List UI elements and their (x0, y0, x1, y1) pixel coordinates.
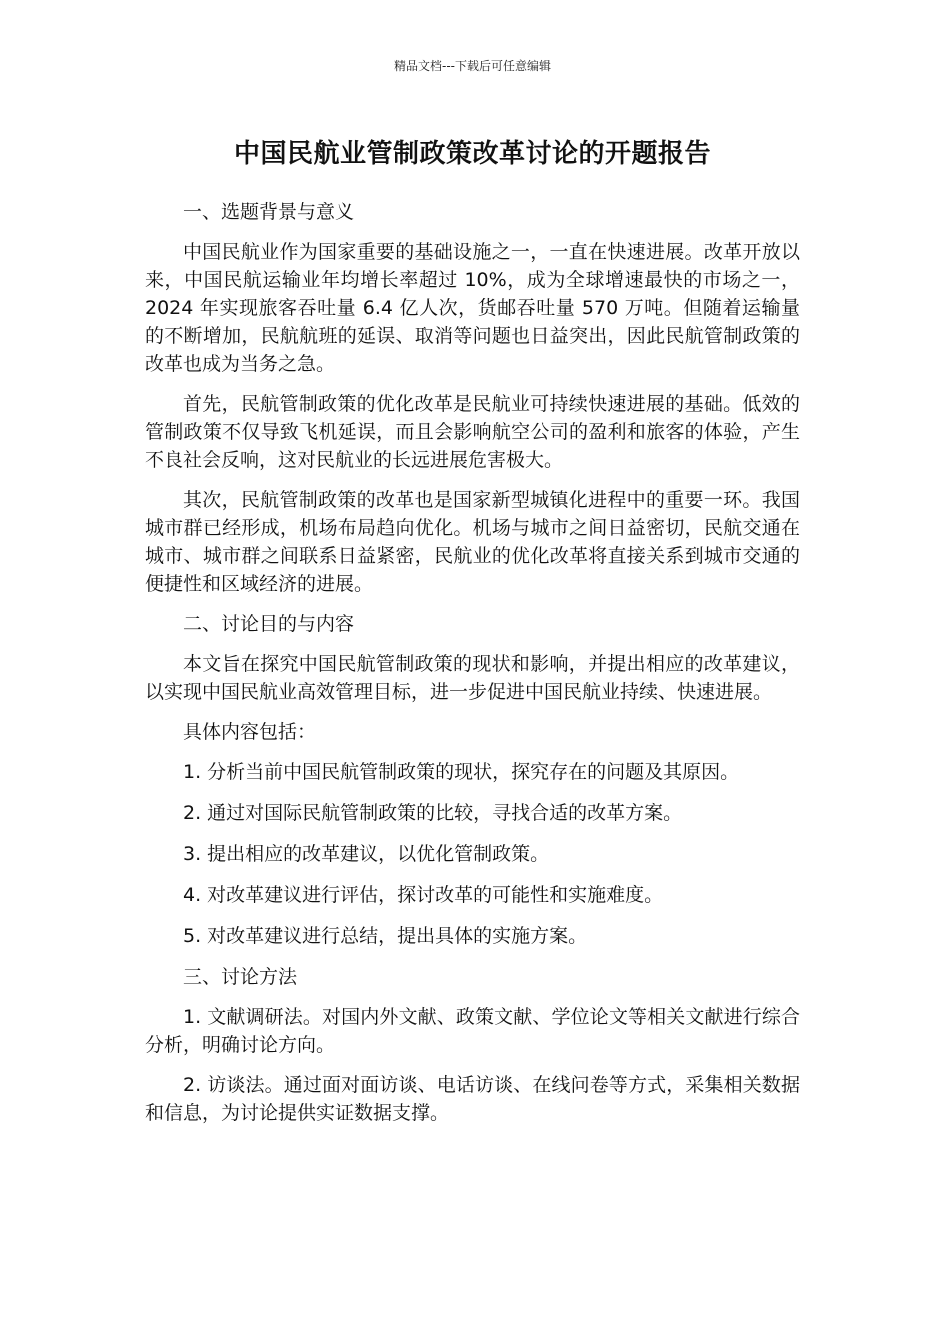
paragraph-method-2: 2. 访谈法。通过面对面访谈、电话访谈、在线问卷等方式，采集相关数据和信息，为讨论提供实证数据支撑。 (145, 1074, 800, 1124)
content-intro: 具体内容包括： (183, 721, 317, 743)
section-heading-method: 三、讨论方法 (183, 966, 298, 988)
section-heading-purpose: 二、讨论目的与内容 (183, 613, 355, 635)
header-note: 精品文档---下载后可任意编辑 (394, 59, 551, 73)
paragraph-background-3: 其次，民航管制政策的改革也是国家新型城镇化进程中的重要一环。我国城市群已经形成，机场布局趋向优化。机场与城市之间日益密切，民航交通在城市、城市群之间联系日益紧密，民航业的优化改革将直接关系到城市交通的便捷性和区域经济的进展。 (145, 489, 800, 595)
list-item: 5. 对改革建议进行总结，提出具体的实施方案。 (183, 925, 588, 947)
paragraph-background-1: 中国民航业作为国家重要的基础设施之一，一直在快速进展。改革开放以来，中国民航运输业年均增长率超过 10%，成为全球增速最快的市场之一，2024 年实现旅客吞吐量 6.4 亿人次，货邮吞吐量 570 万吨。但随着运输量的不断增加，民航航班的延误、取消等问题也日益突出，因此民航管制政策的改革也成为当务之急。 (145, 241, 800, 375)
paragraph-purpose: 本文旨在探究中国民航管制政策的现状和影响，并提出相应的改革建议，以实现中国民航业高效管理目标，进一步促进中国民航业持续、快速进展。 (145, 653, 800, 703)
paragraph-background-2: 首先，民航管制政策的优化改革是民航业可持续快速进展的基础。低效的管制政策不仅导致飞机延误，而且会影响航空公司的盈利和旅客的体验，产生不良社会反响，这对民航业的长远进展危害极大。 (145, 393, 800, 471)
list-item: 1. 分析当前中国民航管制政策的现状，探究存在的问题及其原因。 (183, 761, 740, 783)
document-body (145, 198, 800, 1127)
list-item: 4. 对改革建议进行评估，探讨改革的可能性和实施难度。 (183, 884, 664, 906)
section-heading-background: 一、选题背景与意义 (183, 201, 355, 223)
paragraph-method-1: 1. 文献调研法。对国内外文献、政策文献、学位论文等相关文献进行综合分析，明确讨论方向。 (145, 1006, 800, 1056)
document-title: 中国民航业管制政策改革讨论的开题报告 (233, 139, 711, 169)
list-item: 3. 提出相应的改革建议，以优化管制政策。 (183, 843, 550, 865)
list-item: 2. 通过对国际民航管制政策的比较，寻找合适的改革方案。 (183, 802, 683, 824)
